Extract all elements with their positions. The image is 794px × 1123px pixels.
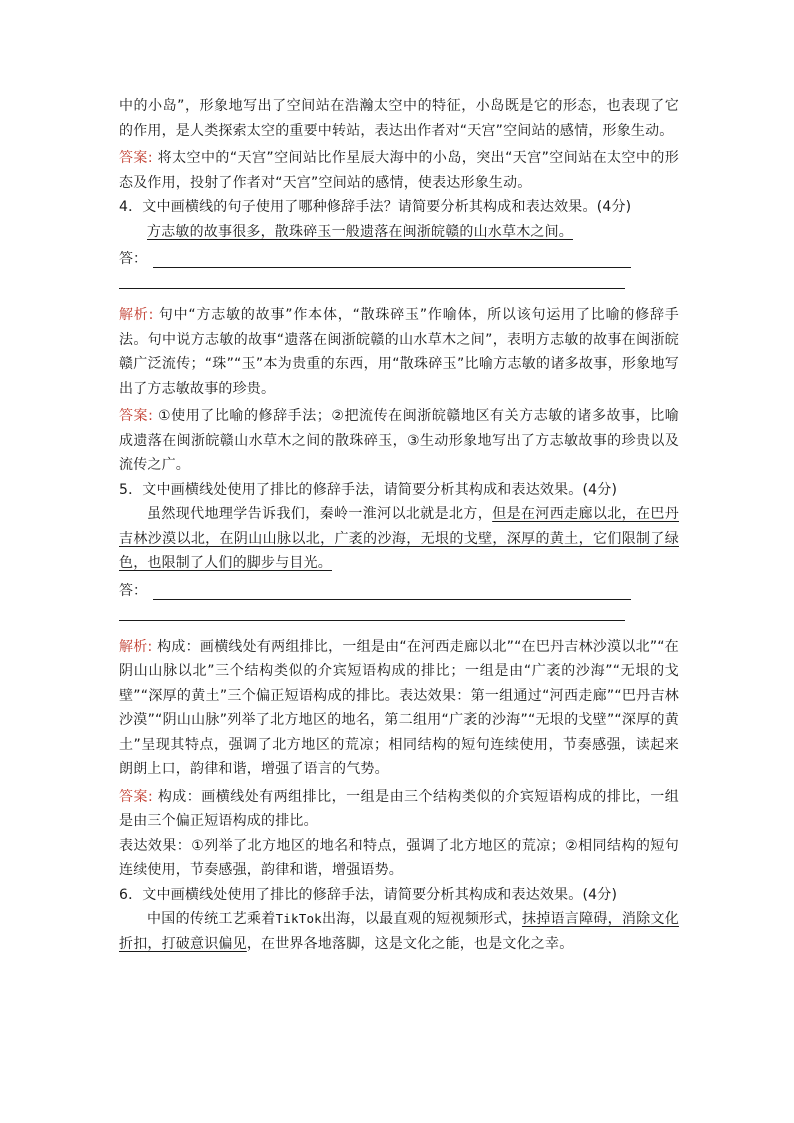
answer-text: 将太空中的“天宫”空间站比作星辰大海中的小岛，突出“天宫”空间站在太空中的形态及作用，投射了作者对“天宫”空间站的感情，使表达形象生动。 [119, 150, 679, 191]
q6-passage-a: 中国的传统工艺乘着 [147, 911, 276, 927]
q5-passage [119, 502, 679, 576]
answer-blank[interactable] [153, 252, 631, 268]
answer-text: 构成：画横线处有两组排比，一组是由三个结构类似的介宾短语构成的排比，一组是由三个偏正短语构成的排比。 [119, 788, 679, 829]
answer-prompt: 答： [119, 251, 147, 267]
q6-passage-b: 出海，以最直观的短视频形式， [321, 911, 522, 927]
answer-rule [119, 620, 625, 621]
q5-effect: 表达效果：①列举了北方地区的地名和特点，强调了北方地区的荒凉；②相同结构的短句连续使用，节奏感强，韵律和谐，增强语势。 [119, 837, 679, 878]
answer-prompt: 答： [119, 582, 147, 599]
q4-underlined-sentence [119, 220, 679, 245]
prev-analysis-tail: 中的小岛”，形象地写出了空间站在浩瀚太空中的特征，小岛既是它的形态，也表现了它的作用，是人类探索太空的重要中转站，表达出作者对“天宫”空间站的感情，形象生动。 [119, 98, 679, 139]
q4-answer [119, 404, 679, 478]
analysis-text: 构成：画横线处有两组排比，一组是由“在河西走廊以北”“在巴丹吉林沙漠以北”“在阴山山脉以北”三个结构类似的介宾短语构成的排比；一组是由“广袤的沙海”“无垠的戈壁”“深厚的黄土”三个偏正短语构成的排比。表达效果：第一组通过“河西走廊”“巴丹吉林沙漠”“阴山山脉”列举了北方地区的地名，第二组用“广袤的沙海”“无垠的戈壁”“深厚的黄土”呈现其特点，强调了北方地区的荒凉；相同结构的短句连续使用，节奏感强，读起来朗朗上口，韵律和谐，增强了语言的气势。 [119, 638, 679, 777]
question-6: 6．文中画横线处使用了排比的修辞手法，请简要分析其构成和表达效果。(4分) [119, 886, 618, 903]
q5-passage-plain: 虽然现代地理学告诉我们，秦岭一淮河以北就是北方， [147, 506, 493, 522]
q5-answer-line[interactable] [119, 576, 679, 600]
document-page [119, 94, 679, 956]
analysis-label: 解析: [119, 307, 154, 323]
question-5: 5．文中画横线处使用了排比的修辞手法，请简要分析其构成和表达效果。(4分) [119, 481, 618, 498]
question-4: 4．文中画横线的句子使用了哪种修辞手法？请简要分析其构成和表达效果。(4分) [119, 199, 632, 215]
answer-blank[interactable] [153, 584, 631, 600]
q5-passage-underlined: 但是在河西走廊以北，在巴丹吉林沙漠以北，在阴山山脉以北，广袤的沙海，无垠的戈壁，深厚的黄土，它们限制了绿色，也限制了人们的脚步与目光。 [119, 506, 679, 571]
answer-label: 答案: [119, 408, 154, 424]
prev-answer [119, 146, 679, 195]
q6-brand: TikTok [275, 911, 322, 926]
q5-analysis [119, 635, 679, 782]
q5-answer [119, 785, 679, 834]
q6-passage-c: ，在世界各地落脚，这是文化之能，也是文化之幸。 [246, 935, 574, 952]
q6-passage [119, 907, 679, 956]
answer-label: 答案: [119, 150, 153, 166]
answer-rule [119, 288, 625, 289]
q6-passage-underlined: 抹掉语言障碍，消除文化折扣，打破意识偏见 [119, 911, 679, 952]
analysis-label: 解析: [119, 638, 153, 655]
answer-text: ①使用了比喻的修辞手法；②把流传在闽浙皖赣地区有关方志敏的诸多故事，比喻成遗落在闽浙皖赣山水草木之间的散珠碎玉，③生动形象地写出了方志敏故事的珍贵以及流传之广。 [119, 408, 679, 473]
q4-sentence: 方志敏的故事很多，散珠碎玉一般遗落在闽浙皖赣的山水草木之间。 [147, 223, 573, 240]
q4-analysis [119, 303, 679, 401]
analysis-text: 句中“方志敏的故事”作本体，“散珠碎玉”作喻体，所以该句运用了比喻的修辞手法。句中说方志敏的故事“遗落在闽浙皖赣的山水草木之间”，表明方志敏的故事在闽浙皖赣广泛流传；“珠”“玉”本为贵重的东西，用“散珠碎玉”比喻方志敏的诸多故事，形象地写出了方志敏故事的珍贵。 [119, 307, 679, 397]
q4-answer-line[interactable] [119, 244, 679, 268]
answer-label: 答案: [119, 788, 153, 805]
